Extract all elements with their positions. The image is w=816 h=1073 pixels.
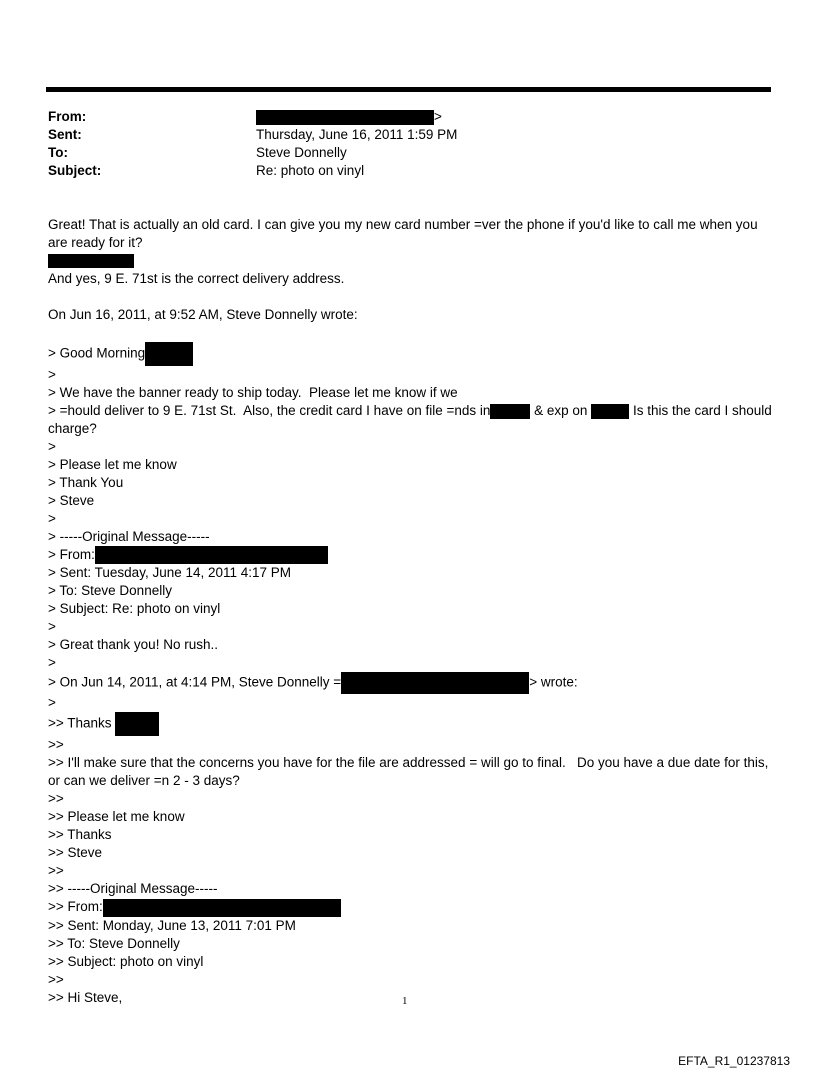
quote-line: > Subject: Re: photo on vinyl	[48, 601, 221, 617]
quote-line: >>	[48, 737, 64, 753]
quote-line: >	[48, 439, 56, 454]
quote-line: > =hould deliver to 9 E. 71st St. Also, the credit card I have on file =nds in & exp on Is this the card I should charge?	[48, 403, 776, 436]
redaction	[341, 672, 529, 694]
body-line: On Jun 16, 2011, at 9:52 AM, Steve Donnelly wrote:	[48, 307, 358, 322]
body-line: And yes, 9 E. 71st is the correct delivery address.	[48, 271, 345, 286]
quote-line: > From:	[48, 546, 773, 564]
redaction	[256, 110, 434, 125]
quote-line: > Please let me know	[48, 457, 177, 472]
quote-line: >> Subject: photo on vinyl	[48, 953, 204, 969]
quote-line: >	[48, 619, 56, 635]
to-label: To:	[48, 145, 68, 160]
header-rule	[46, 87, 771, 92]
to-value: Steve Donnelly	[256, 145, 347, 160]
quote-line: > Good Morning	[48, 342, 773, 366]
redaction	[115, 712, 159, 736]
quote-line: >> -----Original Message-----	[48, 881, 218, 897]
subject-label: Subject:	[48, 163, 102, 178]
email-body	[48, 216, 776, 1007]
redaction	[591, 404, 629, 419]
redaction	[145, 342, 193, 366]
quote-line: >	[48, 695, 56, 711]
quote-line: >> Thanks	[48, 827, 112, 843]
quote-line: >>	[48, 791, 64, 807]
redaction	[48, 254, 134, 268]
quote-line: >> I'll make sure that the concerns you have for the file are addressed = will go to final. Do you have a due date for this, or can we deliver =n 2 - 3 days?	[48, 755, 773, 789]
page-number: 1	[402, 995, 408, 1007]
quote-line: >>	[48, 863, 64, 879]
from-value	[256, 108, 442, 126]
quote-line: >> Thanks	[48, 712, 773, 736]
redaction	[103, 899, 341, 917]
quote-line: > Great thank you! No rush..	[48, 637, 218, 653]
quote-line: > We have the banner ready to ship today. Please let me know if we	[48, 385, 458, 400]
quote-line: > Thank You	[48, 475, 124, 490]
quote-line: >	[48, 511, 56, 526]
body-line	[48, 252, 773, 270]
quote-line: >> Hi Steve,	[48, 989, 123, 1005]
quote-line: >	[48, 367, 56, 382]
redaction	[95, 546, 328, 564]
quote-line: >> From:	[48, 898, 773, 916]
quote-line: > To: Steve Donnelly	[48, 583, 172, 599]
body-line: Great! That is actually an old card. I can give you my new card number =ver the phone if you'd like to call me when you are ready for it?	[48, 217, 762, 250]
quote-line: > -----Original Message-----	[48, 529, 210, 544]
sent-value: Thursday, June 16, 2011 1:59 PM	[256, 127, 458, 142]
quote-line: >>	[48, 971, 64, 987]
quote-line: >> Sent: Monday, June 13, 2011 7:01 PM	[48, 917, 296, 933]
from-suffix: >	[434, 109, 442, 124]
subject-value: Re: photo on vinyl	[256, 163, 365, 178]
quote-line: > Steve	[48, 493, 95, 508]
document-id: EFTA_R1_01237813	[678, 1054, 790, 1068]
redaction	[490, 404, 530, 419]
quote-line: >> Steve	[48, 845, 103, 861]
sent-label: Sent:	[48, 127, 82, 142]
quote-line: > Sent: Tuesday, June 14, 2011 4:17 PM	[48, 565, 292, 581]
quote-line: >> Please let me know	[48, 809, 185, 825]
quote-line: >	[48, 655, 56, 671]
from-label: From:	[48, 109, 87, 124]
quote-line: >> To: Steve Donnelly	[48, 935, 180, 951]
quote-line: > On Jun 14, 2011, at 4:14 PM, Steve Donnelly = > wrote:	[48, 672, 773, 694]
